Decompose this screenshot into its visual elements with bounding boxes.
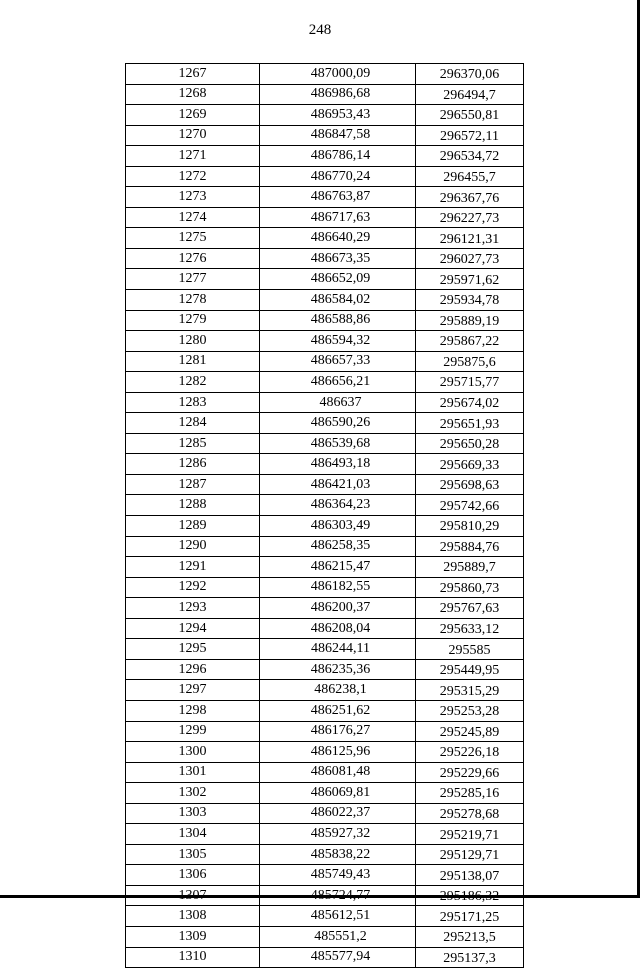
y-coordinate-cell: 296370,06 (416, 64, 524, 85)
table-row (126, 351, 524, 372)
y-coordinate-cell: 296455,7 (416, 166, 524, 187)
x-coordinate-cell: 486258,35 (260, 536, 416, 557)
x-coordinate-cell: 487000,09 (260, 64, 416, 85)
point-number-cell: 1307 (126, 885, 260, 906)
table-row (126, 248, 524, 269)
point-number-cell: 1294 (126, 618, 260, 639)
table-row (126, 372, 524, 393)
point-number-cell: 1305 (126, 844, 260, 865)
point-number-cell: 1293 (126, 598, 260, 619)
x-coordinate-cell: 486539,68 (260, 433, 416, 454)
x-coordinate-cell: 486022,37 (260, 803, 416, 824)
table-row (126, 146, 524, 167)
point-number-cell: 1271 (126, 146, 260, 167)
table-row (126, 207, 524, 228)
y-coordinate-cell: 296572,11 (416, 125, 524, 146)
table-row (126, 331, 524, 352)
point-number-cell: 1272 (126, 166, 260, 187)
table-row (126, 495, 524, 516)
y-coordinate-cell: 295633,12 (416, 618, 524, 639)
y-coordinate-cell: 295934,78 (416, 290, 524, 311)
point-number-cell: 1280 (126, 331, 260, 352)
table-row (126, 885, 524, 906)
y-coordinate-cell: 295867,22 (416, 331, 524, 352)
table-row (126, 310, 524, 331)
x-coordinate-cell: 486364,23 (260, 495, 416, 516)
point-number-cell: 1300 (126, 742, 260, 763)
table-row (126, 844, 524, 865)
point-number-cell: 1308 (126, 906, 260, 927)
table-row (126, 557, 524, 578)
table-row (126, 166, 524, 187)
y-coordinate-cell: 295889,7 (416, 557, 524, 578)
table-row (126, 228, 524, 249)
y-coordinate-cell: 295742,66 (416, 495, 524, 516)
y-coordinate-cell: 295669,33 (416, 454, 524, 475)
y-coordinate-cell: 295253,28 (416, 700, 524, 721)
y-coordinate-cell: 295285,16 (416, 783, 524, 804)
x-coordinate-cell: 485612,51 (260, 906, 416, 927)
x-coordinate-cell: 486652,09 (260, 269, 416, 290)
table-row (126, 454, 524, 475)
x-coordinate-cell: 486251,62 (260, 700, 416, 721)
point-number-cell: 1301 (126, 762, 260, 783)
x-coordinate-cell: 486770,24 (260, 166, 416, 187)
y-coordinate-cell: 295226,18 (416, 742, 524, 763)
y-coordinate-cell: 295884,76 (416, 536, 524, 557)
x-coordinate-cell: 486081,48 (260, 762, 416, 783)
table-row (126, 598, 524, 619)
point-number-cell: 1281 (126, 351, 260, 372)
y-coordinate-cell: 296494,7 (416, 84, 524, 105)
point-number-cell: 1302 (126, 783, 260, 804)
table-row (126, 865, 524, 886)
y-coordinate-cell: 295171,25 (416, 906, 524, 927)
point-number-cell: 1283 (126, 392, 260, 413)
table-row (126, 700, 524, 721)
table-row (126, 762, 524, 783)
x-coordinate-cell: 485577,94 (260, 947, 416, 968)
y-coordinate-cell: 295138,07 (416, 865, 524, 886)
x-coordinate-cell: 486847,58 (260, 125, 416, 146)
x-coordinate-cell: 485724,77 (260, 885, 416, 906)
table-row (126, 269, 524, 290)
x-coordinate-cell: 486786,14 (260, 146, 416, 167)
table-row (126, 659, 524, 680)
y-coordinate-cell: 295315,29 (416, 680, 524, 701)
x-coordinate-cell: 485927,32 (260, 824, 416, 845)
table-row (126, 536, 524, 557)
table-row (126, 947, 524, 968)
coordinates-table-body (126, 64, 524, 968)
x-coordinate-cell: 486244,11 (260, 639, 416, 660)
table-row (126, 803, 524, 824)
x-coordinate-cell: 486594,32 (260, 331, 416, 352)
x-coordinate-cell: 486200,37 (260, 598, 416, 619)
table-row (126, 577, 524, 598)
y-coordinate-cell: 295875,6 (416, 351, 524, 372)
y-coordinate-cell: 295889,19 (416, 310, 524, 331)
x-coordinate-cell: 486125,96 (260, 742, 416, 763)
table-row (126, 742, 524, 763)
point-number-cell: 1269 (126, 105, 260, 126)
point-number-cell: 1299 (126, 721, 260, 742)
table-row (126, 84, 524, 105)
y-coordinate-cell: 295715,77 (416, 372, 524, 393)
table-row (126, 721, 524, 742)
table-row (126, 680, 524, 701)
y-coordinate-cell: 296534,72 (416, 146, 524, 167)
point-number-cell: 1284 (126, 413, 260, 434)
table-row (126, 783, 524, 804)
x-coordinate-cell: 486235,36 (260, 659, 416, 680)
y-coordinate-cell: 295129,71 (416, 844, 524, 865)
point-number-cell: 1285 (126, 433, 260, 454)
point-number-cell: 1296 (126, 659, 260, 680)
point-number-cell: 1306 (126, 865, 260, 886)
x-coordinate-cell: 486717,63 (260, 207, 416, 228)
x-coordinate-cell: 486584,02 (260, 290, 416, 311)
y-coordinate-cell: 295698,63 (416, 474, 524, 495)
y-coordinate-cell: 296121,31 (416, 228, 524, 249)
point-number-cell: 1268 (126, 84, 260, 105)
y-coordinate-cell: 295674,02 (416, 392, 524, 413)
x-coordinate-cell: 486493,18 (260, 454, 416, 475)
page-number: 248 (308, 22, 332, 38)
y-coordinate-cell: 295767,63 (416, 598, 524, 619)
y-coordinate-cell: 295213,5 (416, 926, 524, 947)
table-row (126, 516, 524, 537)
table-row (126, 906, 524, 927)
point-number-cell: 1292 (126, 577, 260, 598)
y-coordinate-cell: 295186,32 (416, 885, 524, 906)
table-row (126, 105, 524, 126)
point-number-cell: 1290 (126, 536, 260, 557)
x-coordinate-cell: 486637 (260, 392, 416, 413)
point-number-cell: 1289 (126, 516, 260, 537)
y-coordinate-cell: 295137,3 (416, 947, 524, 968)
x-coordinate-cell: 486657,33 (260, 351, 416, 372)
x-coordinate-cell: 486640,29 (260, 228, 416, 249)
y-coordinate-cell: 296227,73 (416, 207, 524, 228)
table-row (126, 64, 524, 85)
y-coordinate-cell: 295245,89 (416, 721, 524, 742)
x-coordinate-cell: 486421,03 (260, 474, 416, 495)
y-coordinate-cell: 295219,71 (416, 824, 524, 845)
point-number-cell: 1270 (126, 125, 260, 146)
table-row (126, 290, 524, 311)
point-number-cell: 1282 (126, 372, 260, 393)
x-coordinate-cell: 486590,26 (260, 413, 416, 434)
x-coordinate-cell: 486238,1 (260, 680, 416, 701)
y-coordinate-cell: 296367,76 (416, 187, 524, 208)
x-coordinate-cell: 486215,47 (260, 557, 416, 578)
point-number-cell: 1309 (126, 926, 260, 947)
x-coordinate-cell: 486182,55 (260, 577, 416, 598)
x-coordinate-cell: 485838,22 (260, 844, 416, 865)
y-coordinate-cell: 295971,62 (416, 269, 524, 290)
y-coordinate-cell: 296027,73 (416, 248, 524, 269)
point-number-cell: 1279 (126, 310, 260, 331)
table-row (126, 474, 524, 495)
table-row (126, 824, 524, 845)
y-coordinate-cell: 295449,95 (416, 659, 524, 680)
x-coordinate-cell: 486953,43 (260, 105, 416, 126)
x-coordinate-cell: 485551,2 (260, 926, 416, 947)
table-row (126, 433, 524, 454)
table-row (126, 187, 524, 208)
x-coordinate-cell: 486303,49 (260, 516, 416, 537)
x-coordinate-cell: 486673,35 (260, 248, 416, 269)
point-number-cell: 1267 (126, 64, 260, 85)
x-coordinate-cell: 486176,27 (260, 721, 416, 742)
table-row (126, 392, 524, 413)
point-number-cell: 1278 (126, 290, 260, 311)
x-coordinate-cell: 486986,68 (260, 84, 416, 105)
point-number-cell: 1276 (126, 248, 260, 269)
x-coordinate-cell: 486656,21 (260, 372, 416, 393)
x-coordinate-cell: 486763,87 (260, 187, 416, 208)
x-coordinate-cell: 486208,04 (260, 618, 416, 639)
point-number-cell: 1288 (126, 495, 260, 516)
point-number-cell: 1277 (126, 269, 260, 290)
y-coordinate-cell: 295810,29 (416, 516, 524, 537)
point-number-cell: 1274 (126, 207, 260, 228)
point-number-cell: 1298 (126, 700, 260, 721)
x-coordinate-cell: 486588,86 (260, 310, 416, 331)
point-number-cell: 1295 (126, 639, 260, 660)
y-coordinate-cell: 295651,93 (416, 413, 524, 434)
point-number-cell: 1304 (126, 824, 260, 845)
point-number-cell: 1286 (126, 454, 260, 475)
point-number-cell: 1275 (126, 228, 260, 249)
y-coordinate-cell: 295650,28 (416, 433, 524, 454)
x-coordinate-cell: 485749,43 (260, 865, 416, 886)
table-row (126, 926, 524, 947)
y-coordinate-cell: 295860,73 (416, 577, 524, 598)
y-coordinate-cell: 295229,66 (416, 762, 524, 783)
y-coordinate-cell: 295278,68 (416, 803, 524, 824)
y-coordinate-cell: 296550,81 (416, 105, 524, 126)
table-row (126, 125, 524, 146)
table-row (126, 639, 524, 660)
table-row (126, 413, 524, 434)
y-coordinate-cell: 295585 (416, 639, 524, 660)
point-number-cell: 1287 (126, 474, 260, 495)
point-number-cell: 1291 (126, 557, 260, 578)
point-number-cell: 1297 (126, 680, 260, 701)
coordinates-table (125, 63, 524, 968)
point-number-cell: 1310 (126, 947, 260, 968)
point-number-cell: 1273 (126, 187, 260, 208)
table-row (126, 618, 524, 639)
x-coordinate-cell: 486069,81 (260, 783, 416, 804)
point-number-cell: 1303 (126, 803, 260, 824)
